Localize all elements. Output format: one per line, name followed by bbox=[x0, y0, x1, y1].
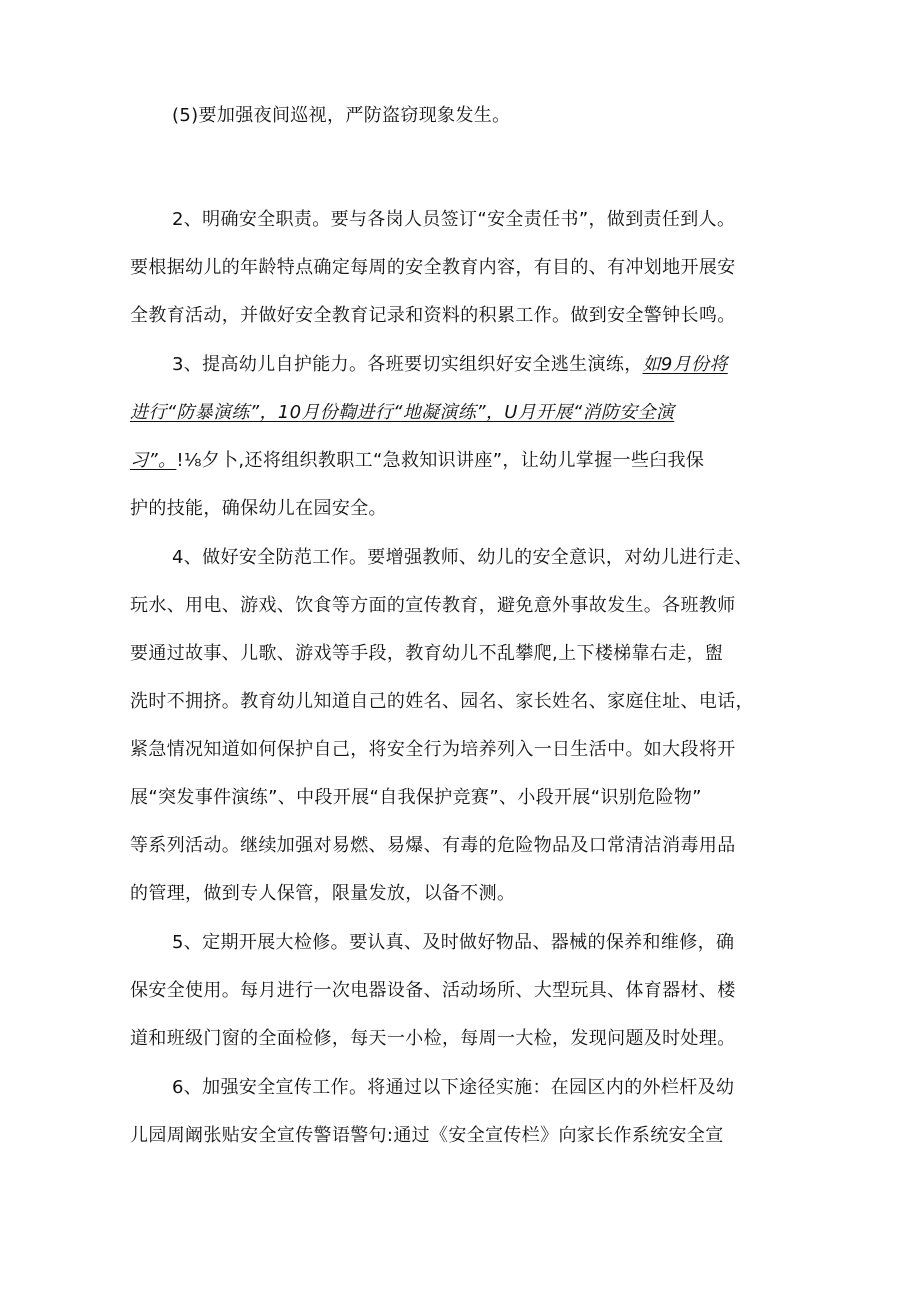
section-6-line-1: 6、加强安全宣传工作。将通过以下途径实施：在园区内的外栏杆及幼 bbox=[172, 1077, 735, 1098]
section-3-line-3-italic: 习”。 bbox=[130, 450, 177, 471]
section-2-line-2: 要根据幼儿的年龄特点确定每周的安全教育内容，有目的、有冲划地开展安 bbox=[130, 257, 736, 278]
section-5-line-2: 保安全使用。每月进行一次电器设备、活动场所、大型玩具、体育器材、楼 bbox=[130, 980, 736, 1001]
section-6-line-2: 儿园周阚张贴安全宣传警语警句:通过《安全宣传栏》向家长作系统安全宣 bbox=[130, 1125, 724, 1146]
section-4-line-8: 的管理，做到专人保管，限量发放，以备不测。 bbox=[130, 883, 516, 904]
section-3-line-1 bbox=[172, 353, 728, 377]
item-5-text: (5)要加强夜间巡视，严防盗窃现象发生。 bbox=[172, 105, 511, 126]
section-3-line-4: 护的技能，确保幼儿在园安全。 bbox=[130, 498, 387, 519]
section-4-line-3: 要通过故事、儿歌、游戏等手段，教育幼儿不乱攀爬,上下楼梯靠右走，盥 bbox=[130, 643, 724, 664]
section-4-line-4: 洗时不拥挤。教育幼儿知道自己的姓名、园名、家长姓名、家庭住址、电话， bbox=[130, 691, 754, 712]
section-2-line-1: 2、明确安全职责。要与各岗人员签订“安全责任书”，做到责任到人。 bbox=[172, 209, 736, 230]
section-4-line-2: 玩水、用电、游戏、饮食等方面的宣传教育，避免意外事故发生。各班教师 bbox=[130, 595, 736, 616]
section-2-line-3: 全教育活动，并做好安全教育记录和资料的积累工作。做到安全警钟长鸣。 bbox=[130, 305, 736, 326]
section-4-line-5: 紧急情况知道如何保护自己，将安全行为培养列入一日生活中。如大段将开 bbox=[130, 739, 736, 760]
section-4-line-1: 4、做好安全防范工作。要增强教师、幼儿的安全意识，对幼儿进行走、 bbox=[172, 547, 753, 568]
section-3-line-1-italic: 如9月份将 bbox=[642, 354, 728, 375]
section-3-line-3-text: !⅛夕卜,还将组织教职工“急救知识讲座”，让幼儿掌握一些臼我保 bbox=[176, 450, 705, 471]
section-4-line-6: 展“突发事件演练”、中段开展“自我保护竞赛”、小段开展“识别危险物” bbox=[130, 787, 702, 808]
section-3-line-3 bbox=[130, 449, 704, 473]
section-4-line-7: 等系列活动。继续加强对易燃、易爆、有毒的危险物品及口常清洁消毒用品 bbox=[130, 835, 736, 856]
section-5-line-3: 道和班级门窗的全面检修，每天一小检，每周一大检，发现问题及时处理。 bbox=[130, 1028, 736, 1049]
section-5-line-1: 5、定期开展大检修。要认真、及时做好物品、器械的保养和维修，确 bbox=[172, 932, 735, 953]
section-3-line-1-text: 3、提高幼儿自护能力。各班要切实组织好安全逃生演练， bbox=[172, 354, 643, 375]
section-3-line-2-italic: 进行“防暴演练”，10月份鞫进行“地凝演练”，U月开展“消防安全演 bbox=[130, 402, 675, 423]
